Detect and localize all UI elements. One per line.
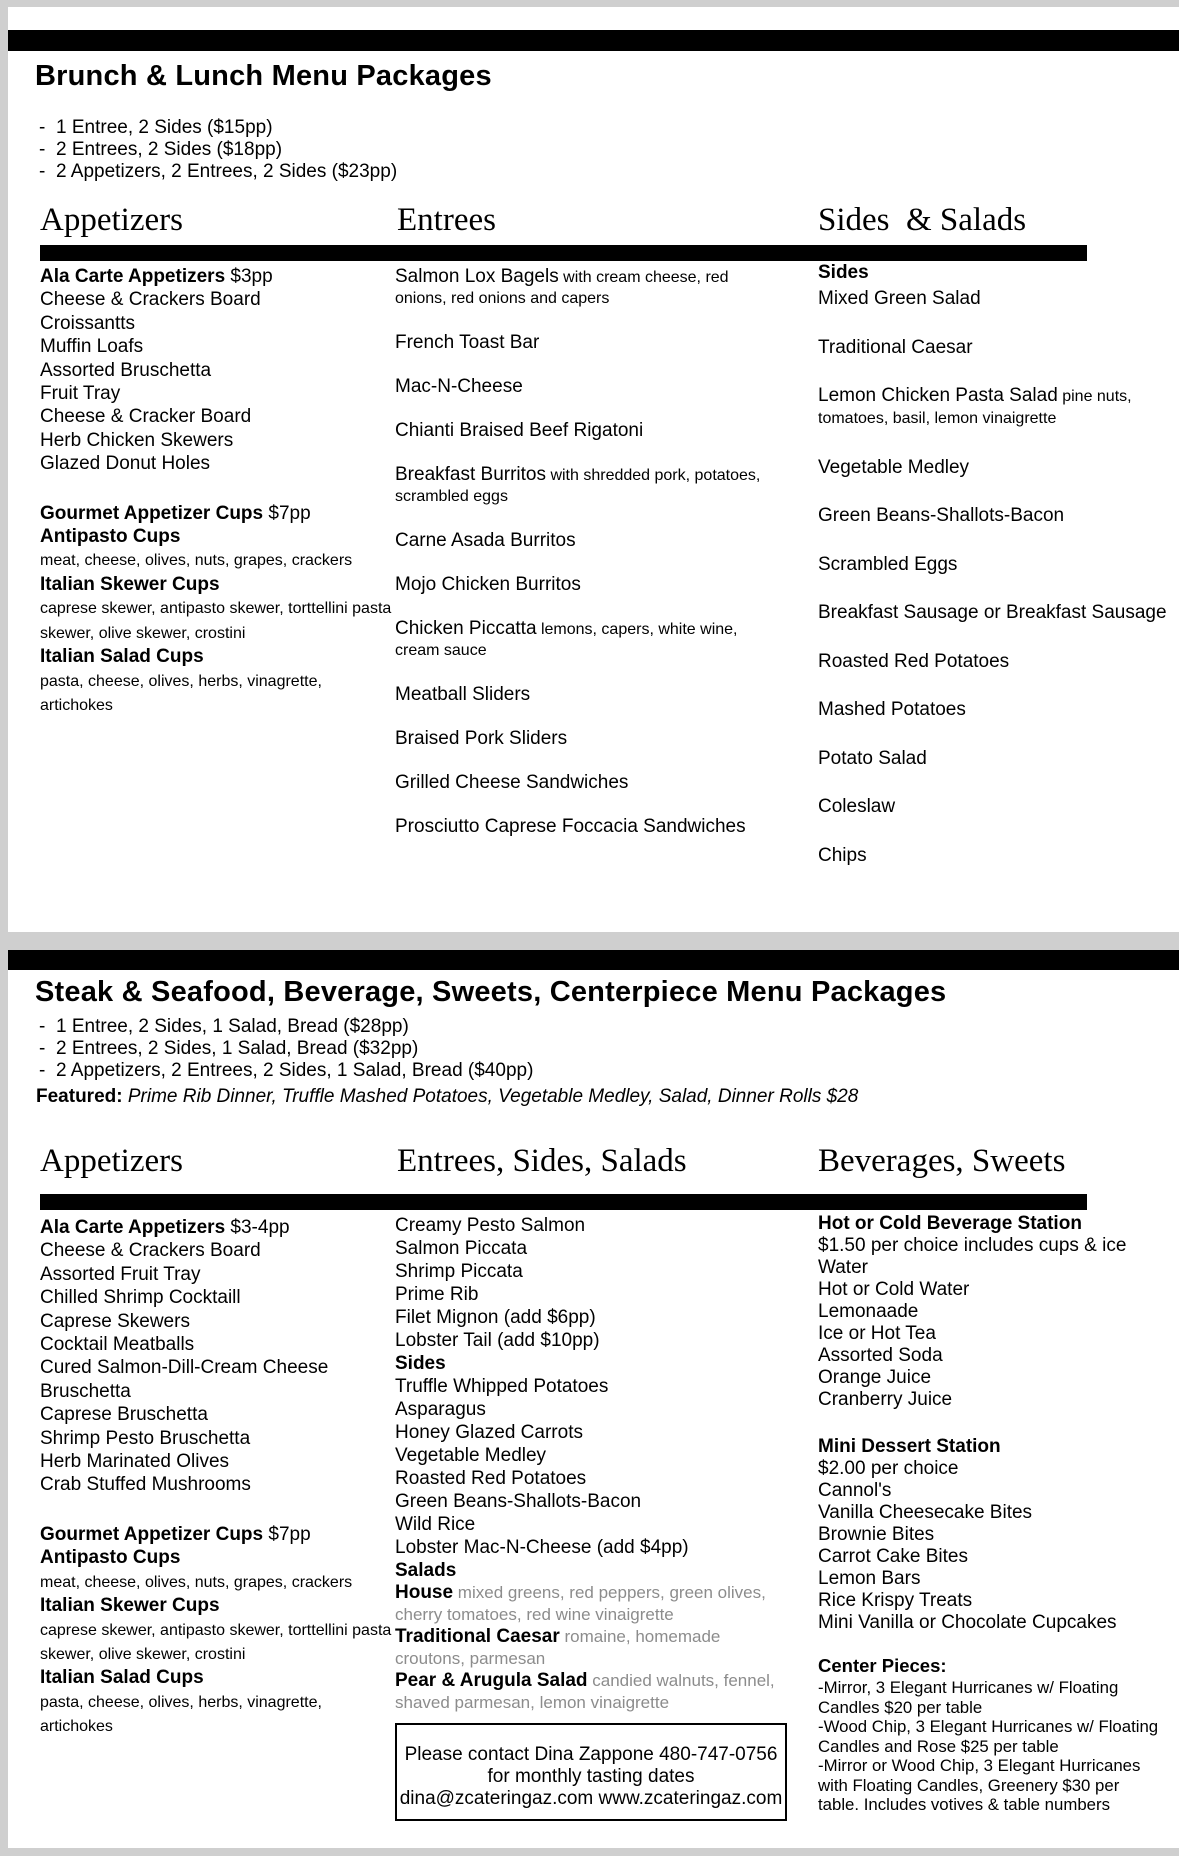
menu-line: Mini Vanilla or Chocolate Cupcakes: [818, 1612, 1117, 1633]
section-label: Center Pieces:: [818, 1655, 947, 1676]
menu-line: Herb Chicken Skewers: [40, 429, 234, 451]
menu-line: Potato Salad: [818, 747, 927, 769]
menu-line: Italian Salad Cups: [40, 646, 204, 668]
menu-line: Croissantts: [40, 312, 136, 334]
menu-line: Breakfast Sausage or Breakfast Sausage: [818, 602, 1167, 623]
contact-box: [395, 1723, 787, 1821]
spacer: [818, 1411, 1163, 1436]
featured-label: Featured:: [36, 1086, 123, 1107]
menu-line: Italian Salad Cups: [40, 1667, 204, 1689]
menu-line: Ice or Hot Tea: [818, 1323, 936, 1344]
menu-line: Prime Rib: [395, 1284, 479, 1305]
menu-line: Roasted Red Potatoes: [818, 650, 1010, 672]
menu-line: Cheese & Crackers Board: [40, 1240, 261, 1262]
page-top-bar: [8, 30, 1179, 51]
section-label: Hot or Cold Beverage Station: [818, 1213, 1082, 1234]
menu-line: Cheese & Crackers Board: [40, 289, 261, 311]
menu-line: Hot or Cold Water: [818, 1279, 970, 1300]
menu-line: Honey Glazed Carrots: [395, 1422, 583, 1443]
section-label: Mini Dessert Station: [818, 1436, 1001, 1457]
section-label: Salads: [395, 1560, 457, 1581]
menu-line: Lemonaade: [818, 1301, 919, 1322]
text-line: Please contact Dina Zappone 480-747-0756: [404, 1744, 778, 1765]
menu-line: Mashed Potatoes: [818, 699, 966, 720]
menu-line: Shrimp Piccata: [395, 1261, 523, 1282]
menu-line: Coleslaw: [818, 796, 896, 817]
menu-line: Chianti Braised Beef Rigatoni: [395, 420, 644, 441]
menu-line: -Wood Chip, 3 Elegant Hurricanes w/ Floating Candles and Rose $25 per table: [818, 1717, 1159, 1756]
menu-line: caprese skewer, antipasto skewer, torttellini pasta skewer, olive skewer, crostini: [40, 600, 392, 642]
divider-bar: [40, 1194, 1087, 1210]
menu-line: Chilled Shrimp Cocktaill: [40, 1287, 241, 1309]
page-brunch-lunch: [8, 7, 1179, 932]
text-line: for monthly tasting dates: [487, 1766, 695, 1787]
menu-line: $1.50 per choice includes cups & ice: [818, 1235, 1127, 1256]
menu-line: Antipasto Cups: [40, 1547, 181, 1569]
menu-column-appetizers: [40, 1216, 392, 1739]
featured-line: [36, 1086, 858, 1108]
menu-line: Assorted Bruschetta: [40, 359, 212, 381]
menu-line: Italian Skewer Cups: [40, 573, 220, 595]
menu-column-beverages-sweets: [818, 1213, 1163, 1815]
page-steak-seafood: [8, 950, 1179, 1848]
package-options: [37, 117, 397, 183]
page-top-bar: [8, 950, 1179, 970]
menu-line: Mixed Green Salad: [818, 288, 981, 309]
menu-line: Prosciutto Caprese Foccacia Sandwiches: [395, 816, 746, 837]
column-header-appetizers: Appetizers: [40, 202, 183, 238]
page-title: Brunch & Lunch Menu Packages: [35, 60, 492, 92]
menu-line: Assorted Fruit Tray: [40, 1263, 201, 1285]
menu-column-appetizers: [40, 265, 392, 717]
menu-line: Meatball Sliders: [395, 684, 531, 705]
column-header-entrees: Entrees: [397, 202, 496, 238]
menu-line: Mac-N-Cheese: [395, 376, 523, 397]
menu-line: Grilled Cheese Sandwiches: [395, 772, 629, 793]
menu-line: Orange Juice: [818, 1367, 932, 1388]
menu-line: Wild Rice: [395, 1514, 476, 1535]
menu-line: Antipasto Cups: [40, 526, 181, 548]
menu-line: Chips: [818, 844, 867, 866]
menu-line: Salmon Piccata: [395, 1238, 528, 1259]
menu-line: Traditional Caesar: [818, 336, 973, 358]
menu-line: Cheese & Cracker Board: [40, 406, 252, 428]
spacer: [818, 1634, 1163, 1655]
menu-line: Fruit Tray: [40, 383, 121, 405]
menu-line: Salmon Lox Bagels with cream cheese, red onions, red onions and capers: [395, 266, 729, 307]
package-options: [37, 1016, 533, 1082]
menu-line: Scrambled Eggs: [818, 553, 958, 575]
column-header-sides-salads: Sides & Salads: [818, 202, 1027, 238]
column-header-appetizers: Appetizers: [40, 1143, 183, 1179]
menu-line: Pear & Arugula Salad candied walnuts, fennel, shaved parmesan, lemon vinaigrette: [395, 1670, 775, 1712]
page-title: Steak & Seafood, Beverage, Sweets, Centerpiece Menu Packages: [35, 976, 947, 1008]
menu-line: Vanilla Cheesecake Bites: [818, 1502, 1033, 1523]
menu-line: Breakfast Burritos with shredded pork, potatoes, scrambled eggs: [395, 464, 761, 505]
package-option: - 2 Appetizers, 2 Entrees, 2 Sides ($23pp): [39, 161, 398, 182]
package-option: - 2 Appetizers, 2 Entrees, 2 Sides, 1 Salad, Bread ($40pp): [39, 1060, 534, 1081]
package-option: - 2 Entrees, 2 Sides, 1 Salad, Bread ($32pp): [39, 1038, 419, 1059]
menu-line: pasta, cheese, olives, herbs, vinagrette, artichokes: [40, 672, 322, 714]
menu-line: Shrimp Pesto Bruschetta: [40, 1427, 251, 1449]
menu-line: Roasted Red Potatoes: [395, 1468, 587, 1489]
menu-line: Caprese Skewers: [40, 1310, 190, 1332]
menu-line: Caprese Bruschetta: [40, 1404, 208, 1426]
menu-line: meat, cheese, olives, nuts, grapes, crackers: [40, 552, 353, 570]
menu-line: meat, cheese, olives, nuts, grapes, crackers: [40, 1573, 353, 1591]
menu-line: Italian Skewer Cups: [40, 1595, 220, 1617]
package-option: - 1 Entree, 2 Sides ($15pp): [39, 117, 273, 138]
package-option: - 1 Entree, 2 Sides, 1 Salad, Bread ($28pp): [39, 1016, 409, 1037]
menu-line: Gourmet Appetizer Cups $7pp: [40, 502, 311, 524]
menu-line: Water: [818, 1257, 868, 1278]
menu-line: Herb Marinated Olives: [40, 1451, 230, 1473]
menu-column-entrees: [395, 267, 773, 861]
menu-line: Cured Salmon-Dill-Cream Cheese Bruschetta: [40, 1357, 329, 1402]
menu-line: Rice Krispy Treats: [818, 1590, 973, 1611]
menu-column-entrees-sides-salads: [395, 1214, 787, 1714]
menu-line: Truffle Whipped Potatoes: [395, 1376, 609, 1397]
menu-line: Glazed Donut Holes: [40, 453, 211, 475]
column-header-entrees-sides-salads: Entrees, Sides, Salads: [397, 1143, 687, 1179]
menu-column-sides-salads: [818, 262, 1170, 893]
menu-line: Green Beans-Shallots-Bacon: [395, 1491, 642, 1512]
menu-line: caprese skewer, antipasto skewer, torttellini pasta skewer, olive skewer, crostini: [40, 1621, 392, 1663]
menu-line: French Toast Bar: [395, 332, 540, 353]
menu-line: Braised Pork Sliders: [395, 728, 568, 749]
menu-line: Muffin Loafs: [40, 336, 144, 358]
menu-line: Lemon Bars: [818, 1568, 921, 1589]
menu-line: Assorted Soda: [818, 1345, 943, 1366]
menu-line: Gourmet Appetizer Cups $7pp: [40, 1523, 311, 1545]
menu-line: -Mirror, 3 Elegant Hurricanes w/ Floating Candles $20 per table: [818, 1678, 1119, 1717]
text-line: dina@zcateringaz.com www.zcateringaz.com: [399, 1788, 783, 1809]
menu-line: Lobster Tail (add $10pp): [395, 1330, 600, 1351]
menu-line: House mixed greens, red peppers, green olives, cherry tomatoes, red wine vinaigrette: [395, 1582, 766, 1624]
menu-line: Lemon Chicken Pasta Salad pine nuts, tomatoes, basil, lemon vinaigrette: [818, 385, 1132, 427]
menu-line: $2.00 per choice: [818, 1458, 959, 1479]
menu-line: Ala Carte Appetizers $3-4pp: [40, 1217, 290, 1238]
menu-line: Ala Carte Appetizers $3pp: [40, 266, 273, 287]
menu-line: pasta, cheese, olives, herbs, vinagrette, artichokes: [40, 1693, 322, 1736]
menu-line: Cannol's: [818, 1480, 892, 1501]
menu-line: Brownie Bites: [818, 1524, 935, 1545]
menu-line: Lobster Mac-N-Cheese (add $4pp): [395, 1537, 689, 1558]
featured-text: Prime Rib Dinner, Truffle Mashed Potatoes, Vegetable Medley, Salad, Dinner Rolls $28: [122, 1086, 859, 1107]
spacer: [40, 1497, 392, 1523]
menu-line: Chicken Piccatta lemons, capers, white wine, cream sauce: [395, 618, 738, 659]
menu-line: Vegetable Medley: [818, 456, 970, 478]
menu-line: Traditional Caesar romaine, homemade croutons, parmesan: [395, 1626, 721, 1668]
menu-line: Mojo Chicken Burritos: [395, 574, 581, 595]
spacer: [40, 476, 392, 502]
menu-line: Carne Asada Burritos: [395, 530, 576, 551]
menu-line: Carrot Cake Bites: [818, 1546, 968, 1567]
menu-line: -Mirror or Wood Chip, 3 Elegant Hurricanes with Floating Candles, Greenery $30 per table. Includes votives & table numbers: [818, 1756, 1141, 1814]
menu-line: Green Beans-Shallots-Bacon: [818, 505, 1065, 526]
menu-line: Filet Mignon (add $6pp): [395, 1307, 596, 1328]
section-label: Sides: [818, 262, 869, 283]
menu-line: Cocktail Meatballs: [40, 1334, 195, 1356]
menu-line: Creamy Pesto Salmon: [395, 1215, 586, 1236]
menu-line: Crab Stuffed Mushrooms: [40, 1474, 251, 1496]
column-header-beverages-sweets: Beverages, Sweets: [818, 1143, 1066, 1179]
package-option: - 2 Entrees, 2 Sides ($18pp): [39, 139, 283, 160]
menu-line: Asparagus: [395, 1399, 486, 1420]
menu-line: Cranberry Juice: [818, 1389, 953, 1410]
section-label: Sides: [395, 1353, 446, 1374]
divider-bar: [40, 245, 1087, 261]
menu-line: Vegetable Medley: [395, 1445, 547, 1466]
